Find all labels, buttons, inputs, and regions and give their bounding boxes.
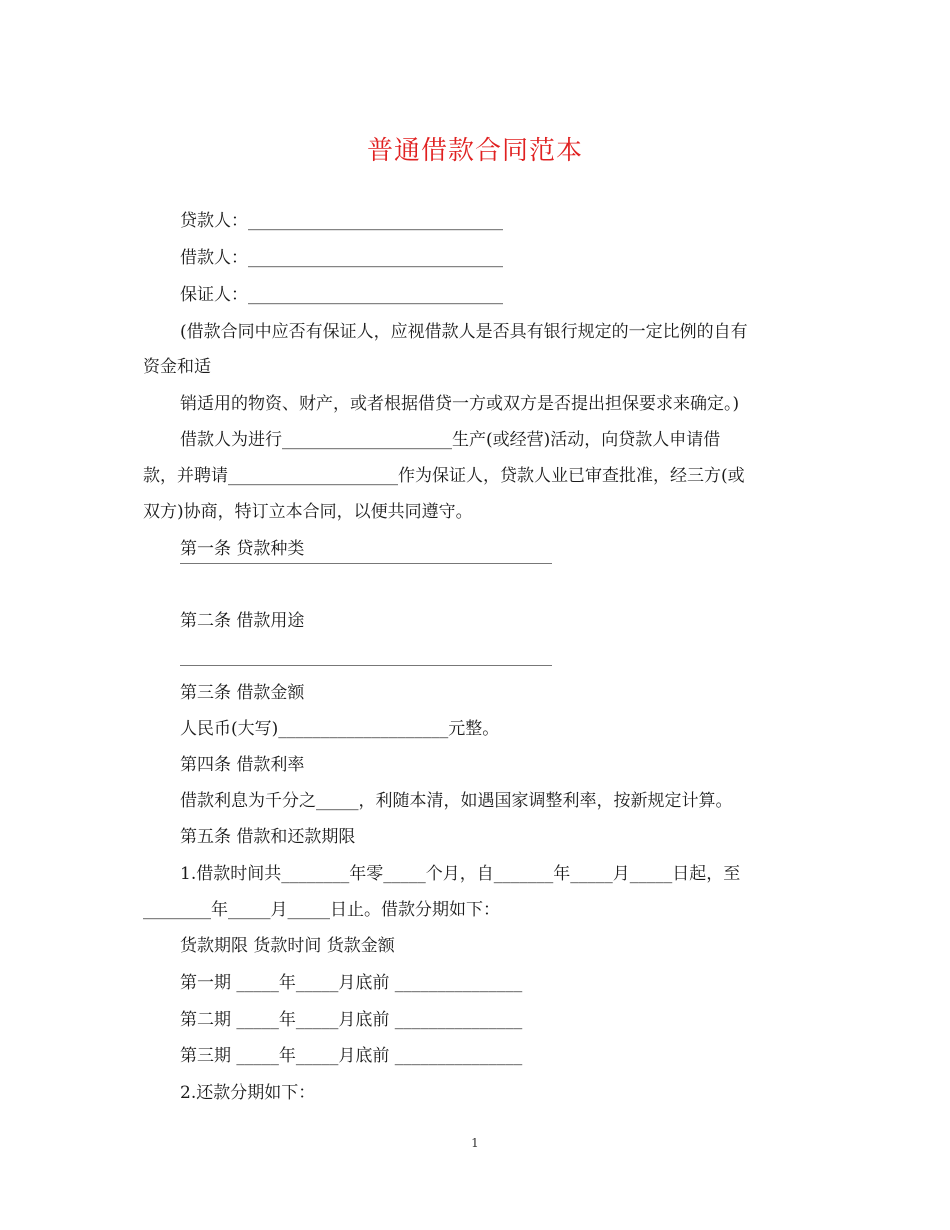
schedule-period-3: 第三期 _____年_____月底前 _______________ bbox=[180, 1046, 523, 1066]
document-title: 普通借款合同范本 bbox=[366, 136, 583, 166]
page-number: 1 bbox=[471, 1136, 479, 1150]
repayment-line: 2.还款分期如下： bbox=[180, 1083, 316, 1103]
article-2-heading: 第二条 借款用途 bbox=[180, 611, 305, 631]
article-2-blank bbox=[180, 665, 552, 666]
borrower-line: 借款人：______________________________ bbox=[180, 248, 503, 268]
term-line-1: 1.借款时间共________年零_____个月，自_______年_____月_____日起，至 bbox=[180, 864, 741, 884]
note-line-1: (借款合同中应否有保证人，应视借款人是否具有银行规定的一定比例的自有 bbox=[180, 322, 748, 342]
term-line-2: ________年_____月_____日止。借款分期如下： bbox=[143, 900, 500, 920]
schedule-header: 货款期限 货款时间 货款金额 bbox=[180, 936, 395, 956]
schedule-period-1: 第一期 _____年_____月底前 _______________ bbox=[180, 973, 523, 993]
article-1-heading: 第一条 贷款种类 bbox=[180, 539, 305, 559]
article-5-heading: 第五条 借款和还款期限 bbox=[180, 827, 356, 847]
article-3-heading: 第三条 借款金额 bbox=[180, 683, 305, 703]
schedule-period-2: 第二期 _____年_____月底前 _______________ bbox=[180, 1010, 523, 1030]
article-1-blank bbox=[180, 563, 552, 564]
intro-line-3: 双方)协商，特订立本合同，以便共同遵守。 bbox=[143, 502, 473, 522]
note-line-3: 销适用的物资、财产，或者根据借贷一方或双方是否提出担保要求来确定。) bbox=[180, 394, 740, 414]
article-4-heading: 第四条 借款利率 bbox=[180, 755, 305, 775]
intro-line-2: 款，并聘请____________________作为保证人，贷款人业已审查批准，经三方(或 bbox=[143, 466, 745, 486]
note-line-2: 资金和适 bbox=[143, 357, 211, 377]
lender-line: 贷款人：______________________________ bbox=[180, 211, 503, 231]
guarantor-line: 保证人：______________________________ bbox=[180, 285, 503, 305]
intro-line-1: 借款人为进行____________________生产(或经营)活动，向贷款人申请借 bbox=[180, 430, 721, 450]
rate-line: 借款利息为千分之_____，利随本清，如遇国家调整利率，按新规定计算。 bbox=[180, 791, 733, 811]
amount-line: 人民币(大写)____________________元整。 bbox=[180, 719, 500, 739]
